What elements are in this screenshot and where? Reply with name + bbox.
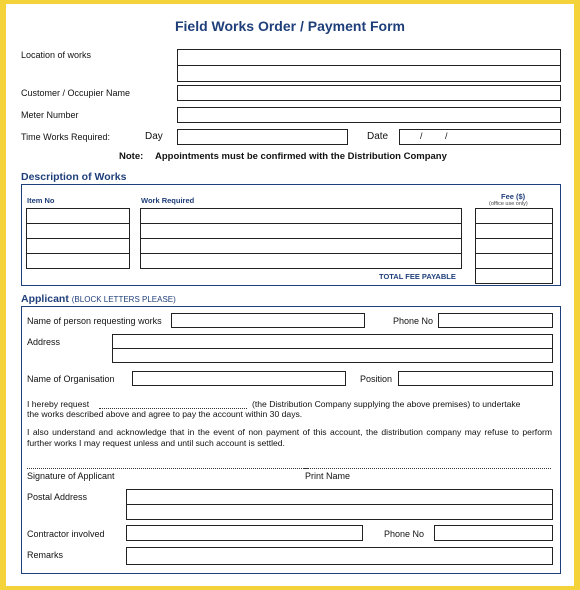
location-field-2[interactable] [177,65,561,82]
phone-label: Phone No [393,316,434,326]
contractor-field[interactable] [126,525,363,541]
item-no-column[interactable] [26,208,130,269]
fee-total-cell[interactable] [476,269,552,284]
fee-subheader: (office use only) [489,201,528,207]
contractor-phone-field[interactable] [434,525,553,541]
item-no-header: Item No [27,196,55,205]
location-field-1[interactable] [177,49,561,66]
work-required-cell[interactable] [141,224,461,239]
phone-field[interactable] [438,313,553,328]
date-field[interactable] [399,129,561,145]
address-label: Address [27,337,61,347]
work-required-column[interactable] [140,208,462,269]
applicant-section-title [21,293,176,305]
requester-name-label: Name of person requesting works [27,316,162,326]
work-required-cell[interactable] [141,239,461,254]
meter-label: Meter Number [21,110,79,120]
page-title: Field Works Order / Payment Form [174,18,406,34]
customer-label: Customer / Occupier Name [21,88,131,98]
date-separator-2: / [445,131,448,141]
request-text-1: I hereby request [27,399,90,409]
work-required-cell[interactable] [141,254,461,269]
day-field[interactable] [177,129,348,145]
address-field-2[interactable] [112,348,553,363]
day-label: Day [145,131,163,142]
print-name-line[interactable] [303,468,551,469]
postal-address-field-1[interactable] [126,489,553,505]
date-separator-1: / [420,131,423,141]
work-required-cell[interactable] [141,209,461,224]
remarks-label: Remarks [27,550,64,560]
time-label: Time Works Required: [21,132,111,142]
location-label: Location of works [21,50,92,60]
organisation-label: Name of Organisation [27,374,115,384]
fee-column[interactable] [475,208,553,284]
item-no-cell[interactable] [27,224,129,239]
customer-field[interactable] [177,85,561,101]
description-section-title: Description of Works [21,171,127,183]
form-page [6,4,574,586]
address-field-1[interactable] [112,334,553,349]
item-no-cell[interactable] [27,209,129,224]
remarks-field[interactable] [126,547,553,565]
applicant-title-text: Applicant [21,293,69,305]
meter-field[interactable] [177,107,561,123]
block-letters-note: (BLOCK LETTERS PLEASE) [71,295,176,304]
request-text-3: the works described above and agree to pay the account within 30 days. [27,409,303,419]
signature-line[interactable] [27,468,308,469]
request-text-2: (the Distribution Company supplying the above premises) to undertake [252,399,521,409]
item-no-cell[interactable] [27,239,129,254]
fee-header: Fee ($) [501,192,526,201]
note-text: Appointments must be confirmed with the Distribution Company [155,151,447,162]
date-label: Date [367,131,389,142]
fee-cell[interactable] [476,209,552,224]
requester-name-field[interactable] [171,313,365,328]
organisation-field[interactable] [132,371,346,386]
note-label: Note: [119,151,144,162]
total-fee-label: TOTAL FEE PAYABLE [379,272,456,281]
fee-cell[interactable] [476,224,552,239]
postal-address-label: Postal Address [27,492,88,502]
position-field[interactable] [398,371,553,386]
contractor-phone-label: Phone No [384,529,425,539]
postal-address-field-2[interactable] [126,504,553,520]
item-no-cell[interactable] [27,254,129,269]
position-label: Position [360,374,393,384]
fee-cell[interactable] [476,254,552,269]
print-name-label: Print Name [305,471,351,481]
fee-cell[interactable] [476,239,552,254]
contractor-label: Contractor involved [27,529,105,539]
acknowledgement-text: I also understand and acknowledge that in the event of non payment of this account, the distribution company may refuse to perform further works I may request unless and until such account is settled. [27,427,552,448]
signature-label: Signature of Applicant [27,471,115,481]
work-required-header: Work Required [141,196,195,205]
